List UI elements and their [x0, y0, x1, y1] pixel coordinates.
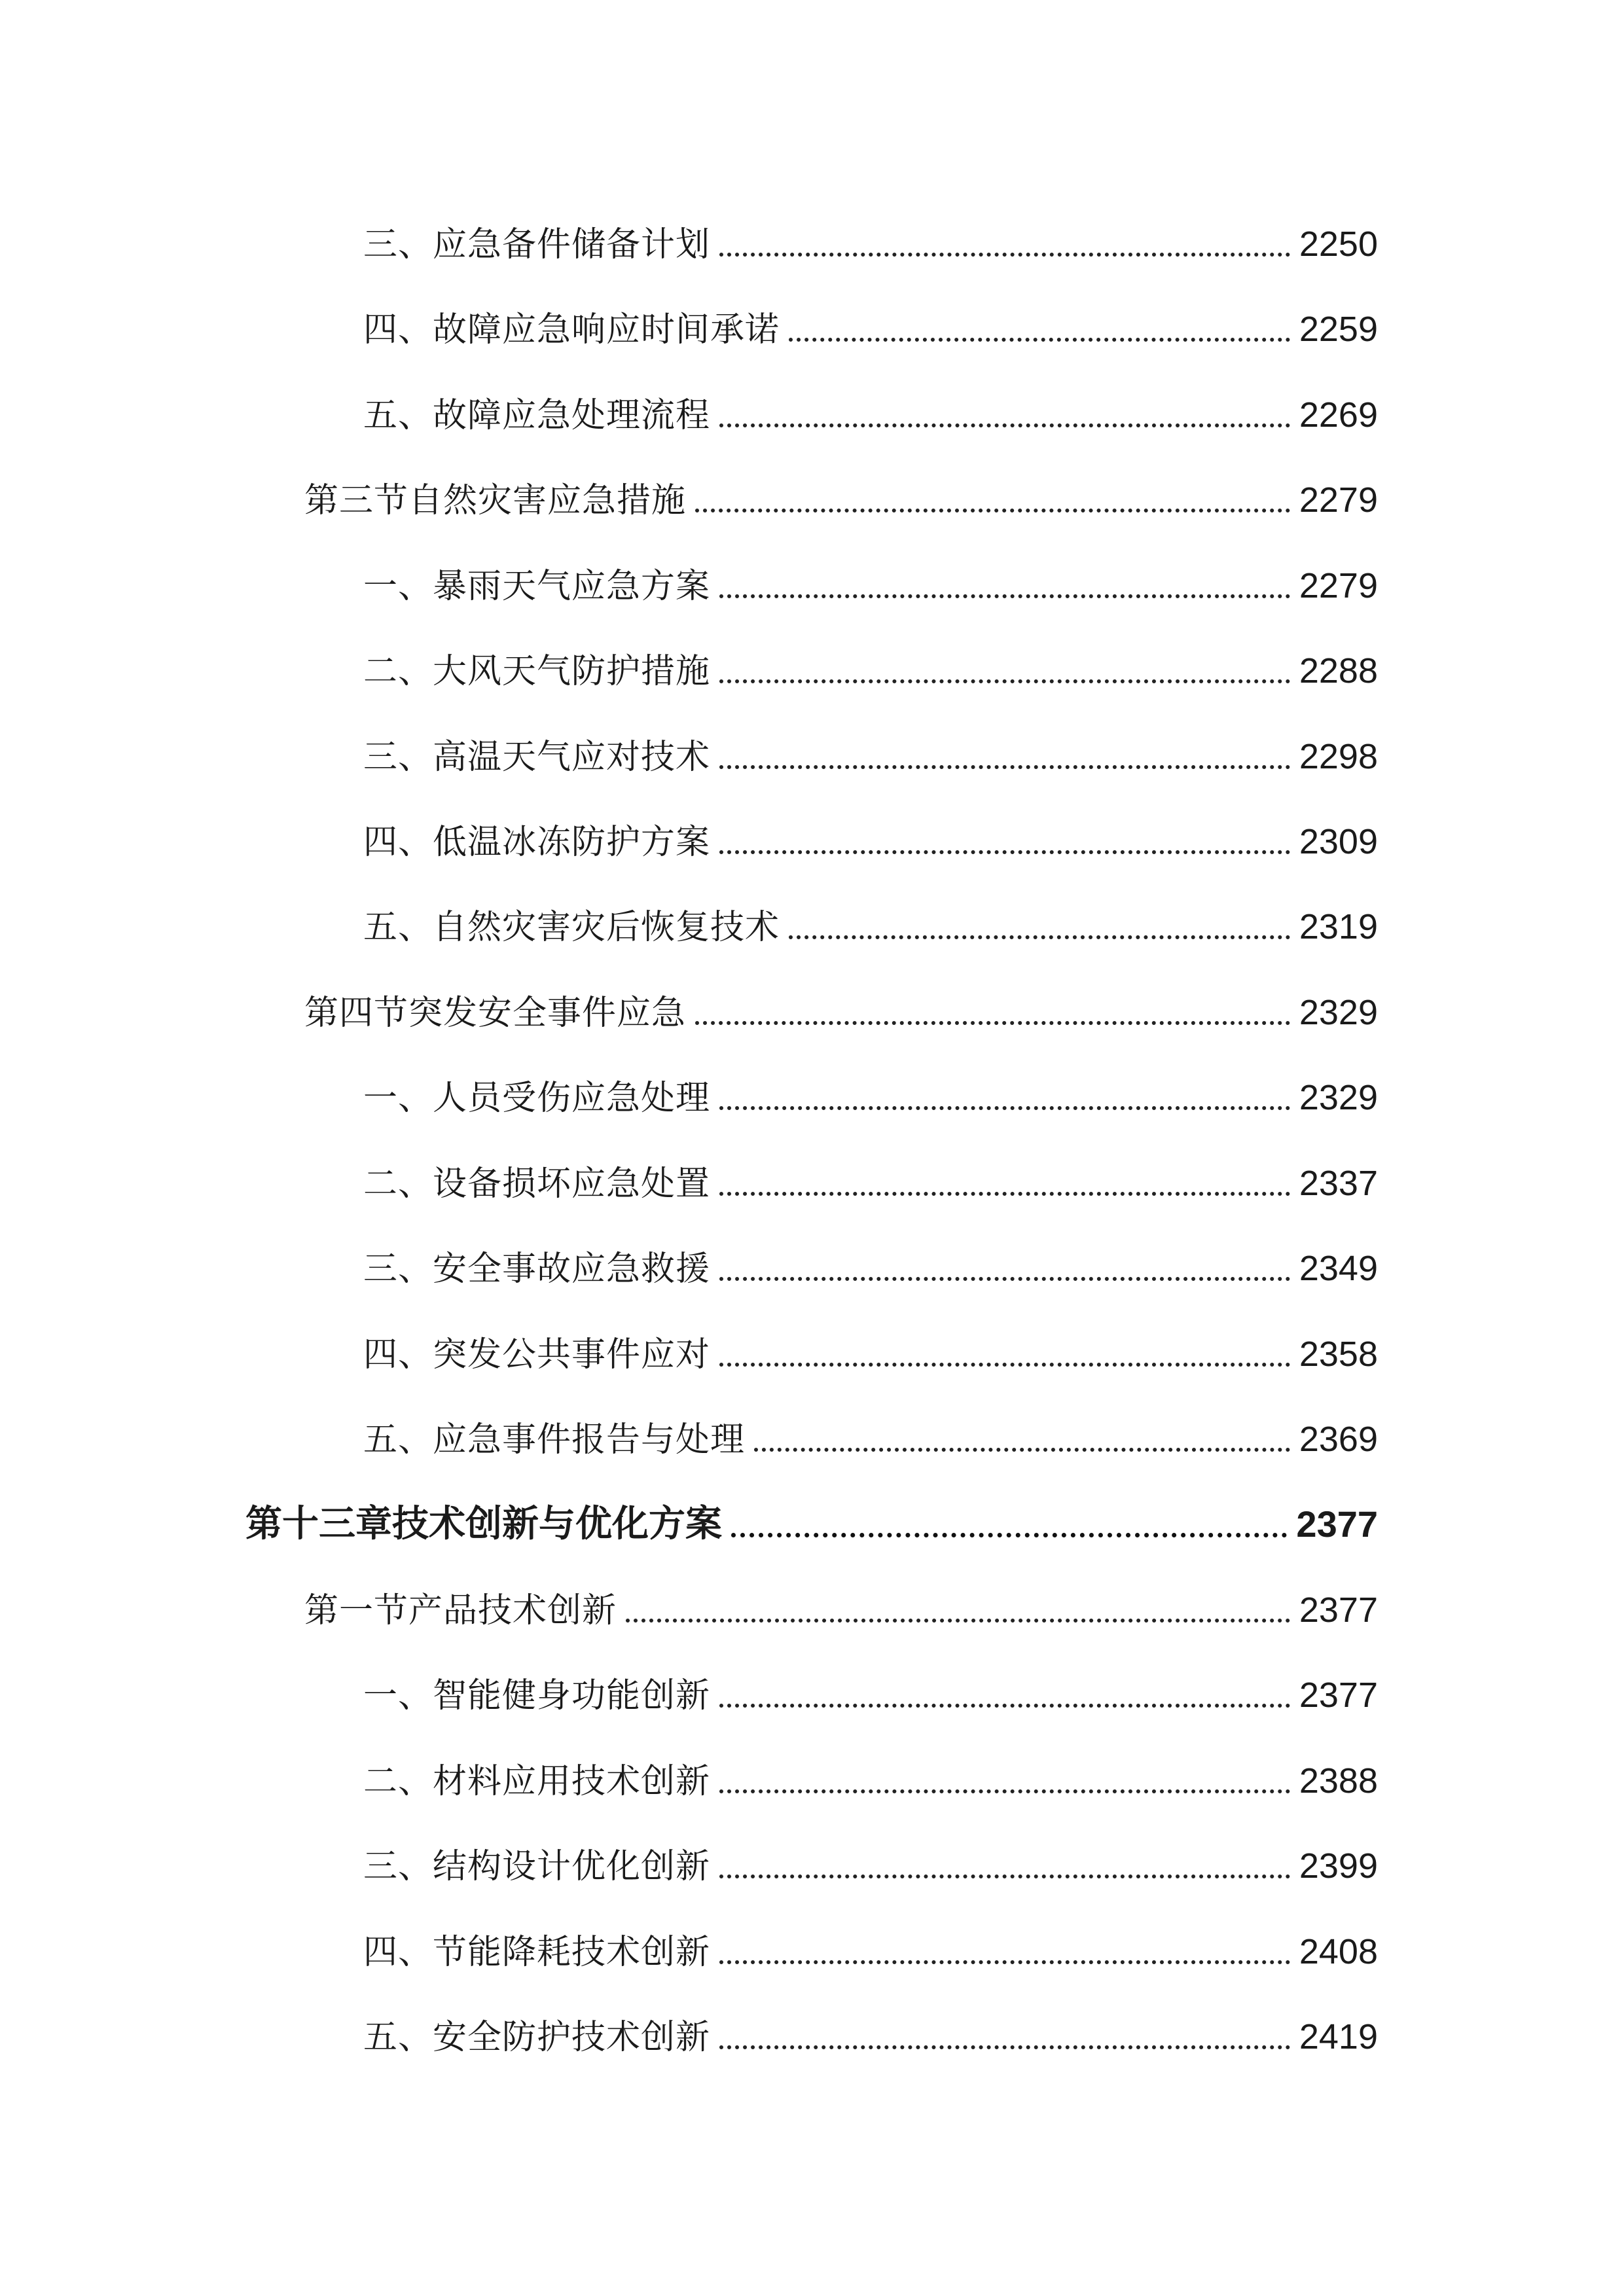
toc-entry-page: 2250: [1299, 224, 1378, 264]
dot-leader: [719, 1192, 1290, 1196]
toc-entry[interactable]: [363, 380, 1378, 433]
toc-entry-label: 五、安全防护技术创新: [363, 2018, 711, 2057]
toc-entry-page: 2269: [1299, 395, 1378, 435]
toc-entry-page: 2298: [1299, 737, 1378, 776]
toc-entry[interactable]: [363, 1405, 1378, 1460]
dot-leader: [754, 1448, 1290, 1452]
toc-entry-label: 第十三章技术创新与优化方案: [245, 1503, 722, 1545]
toc-entry[interactable]: [363, 1746, 1378, 1799]
dot-leader: [731, 1533, 1287, 1537]
toc-entry-page: 2369: [1299, 1420, 1378, 1459]
toc-entry[interactable]: [363, 807, 1378, 862]
toc-entry-page: 2337: [1299, 1164, 1378, 1203]
toc-entry[interactable]: [363, 551, 1378, 606]
dot-leader: [719, 1363, 1290, 1367]
toc-entry-page: 2309: [1299, 822, 1378, 861]
toc-entry[interactable]: [363, 1319, 1378, 1372]
toc-entry-label: 二、材料应用技术创新: [363, 1762, 711, 1801]
dot-leader: [719, 850, 1290, 854]
toc-entry-label: 三、高温天气应对技术: [363, 738, 711, 777]
toc-entry-page: 2358: [1299, 1335, 1378, 1374]
toc-entry-page: 2288: [1299, 651, 1378, 691]
toc-entry-label: 四、低温冰冻防护方案: [363, 823, 711, 862]
toc-entry-label: 二、大风天气防护措施: [363, 652, 711, 691]
dot-leader: [719, 1789, 1290, 1793]
toc-entry-chapter[interactable]: [245, 1490, 1378, 1543]
toc-entry-page: 2279: [1299, 566, 1378, 605]
dot-leader: [719, 1704, 1290, 1708]
toc-entry[interactable]: [363, 722, 1378, 777]
dot-leader: [719, 1277, 1290, 1281]
toc-entry[interactable]: [363, 1660, 1378, 1713]
toc-entry-label: 一、暴雨天气应急方案: [363, 567, 711, 606]
toc-entry[interactable]: [363, 1234, 1378, 1289]
dot-leader: [789, 338, 1290, 342]
toc-entry-label: 四、突发公共事件应对: [363, 1335, 711, 1374]
toc-entry-label: 三、应急备件储备计划: [363, 225, 711, 264]
toc-entry-label: 五、故障应急处理流程: [363, 396, 711, 435]
toc-entry-label: 第四节突发安全事件应急: [304, 994, 687, 1033]
toc-entry-label: 二、设备损坏应急处置: [363, 1164, 711, 1204]
toc-entry[interactable]: [363, 1149, 1378, 1204]
toc-entry[interactable]: [304, 978, 1378, 1033]
dot-leader: [719, 679, 1290, 683]
toc-entry[interactable]: [363, 636, 1378, 689]
toc-entry-page: 2377: [1296, 1503, 1378, 1545]
dot-leader: [719, 1960, 1290, 1964]
toc-entry-page: 2319: [1299, 907, 1378, 946]
toc-entry-label: 四、节能降耗技术创新: [363, 1933, 711, 1972]
toc-entry-label: 三、结构设计优化创新: [363, 1847, 711, 1886]
dot-leader: [719, 594, 1290, 598]
toc-entry-label: 一、人员受伤应急处理: [363, 1079, 711, 1118]
dot-leader: [719, 2045, 1290, 2049]
toc-entry[interactable]: [304, 465, 1378, 518]
toc-entry[interactable]: [363, 1063, 1378, 1118]
toc-entry[interactable]: [363, 892, 1378, 947]
toc-entry-page: 2329: [1299, 993, 1378, 1032]
toc-entry-label: 第三节自然灾害应急措施: [304, 481, 687, 520]
toc-entry-label: 三、安全事故应急救援: [363, 1249, 711, 1289]
dot-leader: [695, 1021, 1290, 1025]
toc-entry-page: 2408: [1299, 1932, 1378, 1971]
toc-entry-page: 2259: [1299, 310, 1378, 349]
dot-leader: [626, 1619, 1290, 1623]
toc-entry-label: 一、智能健身功能创新: [363, 1676, 711, 1715]
toc-entry-page: 2399: [1299, 1846, 1378, 1886]
toc-entry-page: 2377: [1299, 1676, 1378, 1715]
toc-entry[interactable]: [363, 295, 1378, 350]
dot-leader: [695, 509, 1290, 512]
toc-entry-label: 第一节产品技术创新: [304, 1591, 617, 1630]
toc-entry-label: 五、自然灾害灾后恢复技术: [363, 908, 780, 947]
toc-entry[interactable]: [304, 1575, 1378, 1628]
toc-entry[interactable]: [363, 2002, 1378, 2057]
toc-entry-page: 2279: [1299, 480, 1378, 520]
toc-entry-page: 2419: [1299, 2017, 1378, 2056]
toc-entry[interactable]: [363, 1917, 1378, 1972]
toc-entry[interactable]: [363, 209, 1378, 262]
dot-leader: [719, 423, 1290, 427]
toc-entry[interactable]: [363, 1831, 1378, 1884]
dot-leader: [789, 935, 1290, 939]
dot-leader: [719, 765, 1290, 769]
toc-entry-page: 2329: [1299, 1078, 1378, 1117]
toc-entry-page: 2377: [1299, 1590, 1378, 1630]
toc-entry-label: 五、应急事件报告与处理: [363, 1420, 746, 1460]
toc-entry-page: 2349: [1299, 1249, 1378, 1288]
toc-entry-page: 2388: [1299, 1761, 1378, 1801]
dot-leader: [719, 253, 1290, 257]
dot-leader: [719, 1874, 1290, 1878]
toc-entry-label: 四、故障应急响应时间承诺: [363, 310, 780, 350]
dot-leader: [719, 1106, 1290, 1110]
